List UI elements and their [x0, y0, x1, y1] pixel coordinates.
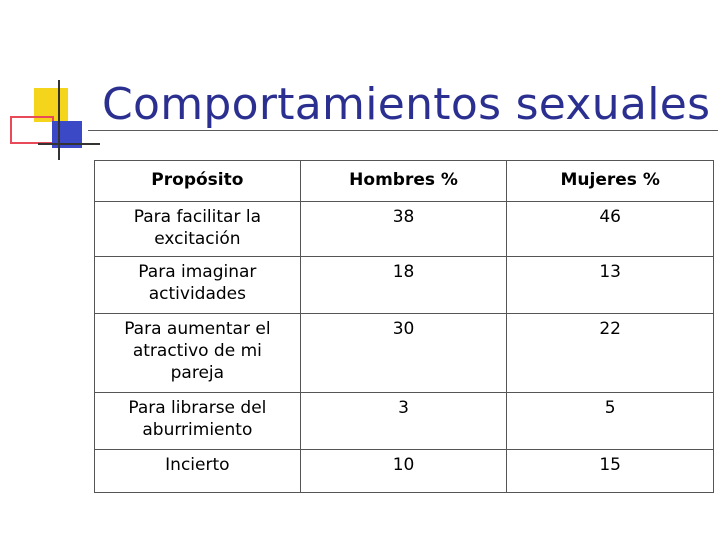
cell-mujeres: 22	[507, 314, 714, 393]
decor-horizontal-line	[38, 143, 100, 145]
cell-proposito: Para librarse del aburrimiento	[95, 393, 301, 450]
table-row	[95, 314, 714, 393]
table-row	[95, 450, 714, 493]
cell-mujeres: 13	[507, 257, 714, 314]
cell-hombres: 30	[300, 314, 507, 393]
header-hombres: Hombres %	[300, 161, 507, 202]
title-underline	[88, 130, 718, 131]
cell-hombres: 38	[300, 202, 507, 257]
header-mujeres: Mujeres %	[507, 161, 714, 202]
table-row	[95, 202, 714, 257]
cell-proposito: Incierto	[95, 450, 301, 493]
data-table	[94, 160, 714, 493]
table-row	[95, 393, 714, 450]
table-row	[95, 257, 714, 314]
slide-title: Comportamientos sexuales	[102, 79, 711, 130]
cell-proposito: Para imaginar actividades	[95, 257, 301, 314]
cell-proposito: Para facilitar la excitación	[95, 202, 301, 257]
cell-mujeres: 5	[507, 393, 714, 450]
header-proposito: Propósito	[95, 161, 301, 202]
table-header-row	[95, 161, 714, 202]
cell-mujeres: 15	[507, 450, 714, 493]
cell-proposito: Para aumentar el atractivo de mi pareja	[95, 314, 301, 393]
cell-hombres: 3	[300, 393, 507, 450]
cell-mujeres: 46	[507, 202, 714, 257]
cell-hombres: 18	[300, 257, 507, 314]
cell-hombres: 10	[300, 450, 507, 493]
decor-vertical-line	[58, 80, 60, 160]
decor-red-square	[10, 116, 54, 144]
